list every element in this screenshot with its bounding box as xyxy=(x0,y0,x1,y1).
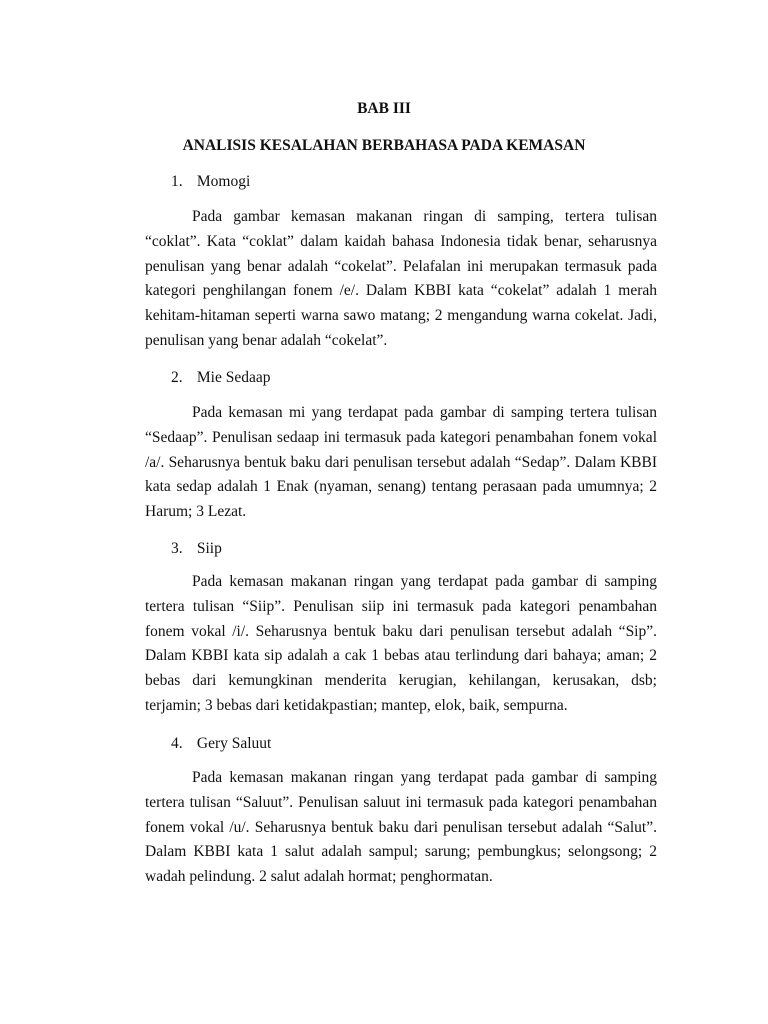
chapter-heading: BAB III xyxy=(357,100,411,117)
section-heading-gery-saluut xyxy=(171,734,271,754)
section-heading-momogi xyxy=(171,172,250,192)
section-title: Mie Sedaap xyxy=(196,369,271,386)
section-number: 1. xyxy=(171,173,183,190)
section-title: Gery Saluut xyxy=(196,735,272,752)
section-title: Momogi xyxy=(196,173,251,190)
section-heading-mie-sedaap xyxy=(171,368,270,388)
document-title: ANALISIS KESALAHAN BERBAHASA PADA KEMASAN xyxy=(182,137,586,154)
section-paragraph-gery-saluut: Pada kemasan makanan ringan yang terdapat pada gambar di samping tertera tulisan “Saluut”. Penulisan saluut ini termasuk pada kategori penambahan fonem vokal /u/. Seharusnya bentuk baku dari penulisan tersebut adalah “Salut”. Dalam KBBI kata 1 salut adalah sampul; sarung; pembungkus; selongsong; 2 wadah pelindung. 2 salut adalah hormat; penghormatan. xyxy=(145,769,657,886)
section-number: 4. xyxy=(171,735,183,752)
section-paragraph-mie-sedaap: Pada kemasan mi yang terdapat pada gambar di samping tertera tulisan “Sedaap”. Penulisan sedaap ini termasuk pada kategori penambahan fonem vokal /a/. Seharusnya bentuk baku dari penulisan tersebut adalah “Sedap”. Dalam KBBI kata sedap adalah 1 Enak (nyaman, senang) tentang perasaan pada umumnya; 2 Harum; 3 Lezat. xyxy=(145,404,657,521)
section-number: 2. xyxy=(171,369,183,386)
section-number: 3. xyxy=(171,540,183,557)
section-paragraph-momogi: Pada gambar kemasan makanan ringan di samping, tertera tulisan “coklat”. Kata “coklat” dalam kaidah bahasa Indonesia tidak benar, seharusnya penulisan yang benar adalah “cokelat”. Pelafalan ini merupakan termasuk pada kategori penghilangan fonem /e/. Dalam KBBI kata “cokelat” adalah 1 merah kehitam-hitaman seperti warna sawo matang; 2 mengandung warna cokelat. Jadi, penulisan yang benar adalah “cokelat”. xyxy=(145,208,657,349)
section-paragraph-siip: Pada kemasan makanan ringan yang terdapat pada gambar di samping tertera tulisan “Siip”. Penulisan siip ini termasuk pada kategori penambahan fonem vokal /i/. Seharusnya bentuk baku dari penulisan tersebut adalah “Sip”. Dalam KBBI kata sip adalah a cak 1 bebas atau terlindung dari bahaya; aman; 2 bebas dari kemungkinan menderita kerugian, kehilangan, kerusakan, dsb; terjamin; 3 bebas dari ketidakpastian; mantep, elok, baik, sempurna. xyxy=(145,573,657,714)
section-title: Siip xyxy=(196,540,222,557)
section-heading-siip xyxy=(171,539,222,559)
